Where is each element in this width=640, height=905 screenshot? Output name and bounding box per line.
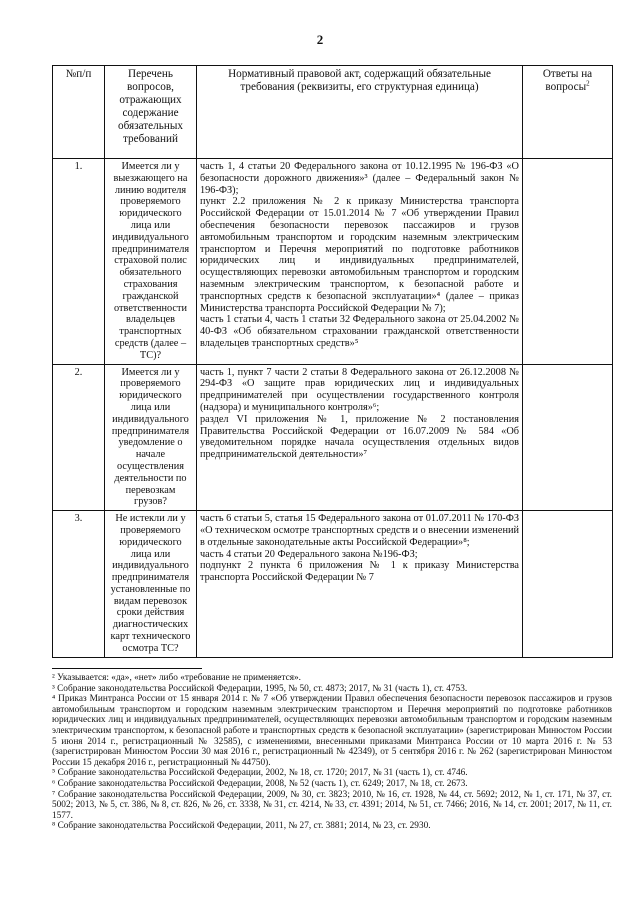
header-num: №п/п bbox=[53, 66, 105, 159]
table-header-row bbox=[53, 66, 613, 159]
row-answer bbox=[523, 511, 613, 658]
legal-act-item: часть 1, 4 статьи 20 Федерального закона от 10.12.1995 № 196-ФЗ «О безопасности дорожного движения»³ (далее – Федеральный закон № 196-ФЗ); bbox=[200, 161, 519, 196]
legal-act-item: пункт 2.2 приложения № 2 к приказу Министерства транспорта Российской Федерации от 15.01.2014 № 7 «Об утверждении Правил обеспечения безопасности перевозок пассажиров и грузов автомобильным транспортом и городским наземным электрическим транспортом и Перечня мероприятий по подготовке работников юридических лиц и индивидуальных предпринимателей, осуществляющих перевозки автомобильным транспортом и городским наземным электрическим транспортом, к безопасной работе и транспортных средств к безопасной эксплуатации»⁴ (далее – приказ Министерства транспорта Российской Федерации № 7); bbox=[200, 196, 519, 314]
header-act: Нормативный правовой акт, содержащий обязательные требования (реквизиты, его структурная единица) bbox=[197, 66, 523, 159]
header-answers bbox=[523, 66, 613, 159]
footnote-divider bbox=[52, 668, 202, 669]
row-question: Не истекли ли у проверяемого юридического лица или индивидуального предпринимателя установленные по видам перевозок сроки действия диагностических карт технического осмотра ТС? bbox=[105, 511, 197, 658]
row-number: 2. bbox=[53, 364, 105, 511]
row-number: 1. bbox=[53, 159, 105, 365]
footnote: ⁴ Приказ Минтранса России от 15 января 2014 г. № 7 «Об утверждении Правил обеспечения безопасности перевозок пассажиров и грузов автомобильным транспортом и городским наземным электрическим транспортом и Перечня мероприятий по подготовке работников юридических лиц и индивидуальных предпринимателей, осуществляющих перевозки автомобильным транспортом и городским наземным электрическим транспортом, к безопасной работе и транспортных средств к безопасной эксплуатации» (зарегистрирован Минюстом России 5 июня 2014 г., регистрационный № 32585), с изменениями, внесенными приказами Минтранса России от 10 марта 2016 г. № 53 (зарегистрирован Минюстом России 30 мая 2016 г., регистрационный № 42349), от 5 сентября 2016 г. № 262 (зарегистрирован Минюстом России 15 декабря 2016 г., регистрационный № 44750). bbox=[52, 694, 612, 768]
legal-act-item: часть 4 статьи 20 Федерального закона №196-ФЗ; bbox=[200, 548, 418, 560]
row-question: Имеется ли у проверяемого юридического лица или индивидуального предпринимателя уведомление о начале осуществления деятельности по перевозкам грузов? bbox=[105, 364, 197, 511]
header-answers-sup: 2 bbox=[586, 79, 590, 88]
row-legal-acts bbox=[197, 511, 523, 658]
legal-act-item: раздел VI приложения № 1, приложение № 2 постановления Правительства Российской Федерации от 16.07.2009 № 584 «Об уведомительном порядке начала осуществления отдельных видов предпринимательской деятельности»⁷ bbox=[200, 413, 519, 461]
footnotes bbox=[52, 668, 612, 832]
footnote: ⁶ Собрание законодательства Российской Федерации, 2008, № 52 (часть 1), ст. 6249; 2017, № 18, ст. 2673. bbox=[52, 778, 468, 789]
row-question: Имеется ли у выезжающего на линию водителя проверяемого юридического лица или индивидуального предпринимателя страховой полис обязательного страхования гражданской ответственности владельцев транспортных средств (далее – ТС)? bbox=[105, 159, 197, 365]
footnote: ² Указывается: «да», «нет» либо «требование не применяется». bbox=[52, 673, 301, 683]
legal-act-item: часть 1 статьи 4, часть 1 статьи 32 Федерального закона от 25.04.2002 № 40-ФЗ «Об обязательном страховании гражданской ответственности владельцев транспортных средств»⁵ bbox=[200, 314, 519, 349]
header-answers-text: Ответы на вопросы bbox=[542, 68, 593, 93]
page-number: 2 bbox=[316, 32, 324, 47]
footnote: ³ Собрание законодательства Российской Федерации, 1995, № 50, ст. 4873; 2017, № 31 (часть 1), ст. 4753. bbox=[52, 683, 468, 694]
footnote: ⁷ Собрание законодательства Российской Федерации, 2009, № 30, ст. 3823; 2010, № 16, ст. 1928, № 44, ст. 5692; 2012, № 1, ст. 171, № 37, ст. 5002; 2013, № 5, ст. 386, № 8, ст. 826, № 26, ст. 3338, № 31, ст. 4214, № 33, ст. 4391; 2014, № 51, ст. 7466; 2016, № 14, ст. 2001; 2017, № 11, ст. 1577. bbox=[52, 789, 612, 821]
row-number: 3. bbox=[53, 511, 105, 658]
row-answer bbox=[523, 364, 613, 511]
legal-act-item: подпункт 2 пункта 6 приложения № 1 к приказу Министерства транспорта Российской Федерации № 7 bbox=[200, 560, 519, 584]
footnote: ⁵ Собрание законодательства Российской Федерации, 2002, № 18, ст. 1720; 2017, № 31 (часть 1), ст. 4746. bbox=[52, 768, 468, 779]
table-row bbox=[53, 511, 613, 658]
requirements-table bbox=[52, 65, 613, 658]
header-questions: Перечень вопросов, отражающих содержание обязательных требований bbox=[105, 66, 197, 159]
row-legal-acts bbox=[197, 159, 523, 365]
footnote-list bbox=[52, 673, 612, 832]
table-row bbox=[53, 364, 613, 511]
row-answer bbox=[523, 159, 613, 365]
table-row bbox=[53, 159, 613, 365]
row-legal-acts bbox=[197, 364, 523, 511]
legal-act-item: часть 6 статьи 5, статья 15 Федерального закона от 01.07.2011 № 170-ФЗ «О техническом осмотре транспортных средств и о внесении изменений в отдельные законодательные акты Российской Федерации»⁸; bbox=[200, 513, 519, 548]
legal-act-item: часть 1, пункт 7 части 2 статьи 8 Федерального закона от 26.12.2008 № 294-ФЗ «О защите прав юридических лиц и индивидуальных предпринимателей при осуществлении государственного контроля (надзора) и муниципального контроля»⁶; bbox=[200, 366, 519, 413]
footnote: ⁸ Собрание законодательства Российской Федерации, 2011, № 27, ст. 3881; 2014, № 23, ст. 2930. bbox=[52, 821, 431, 832]
